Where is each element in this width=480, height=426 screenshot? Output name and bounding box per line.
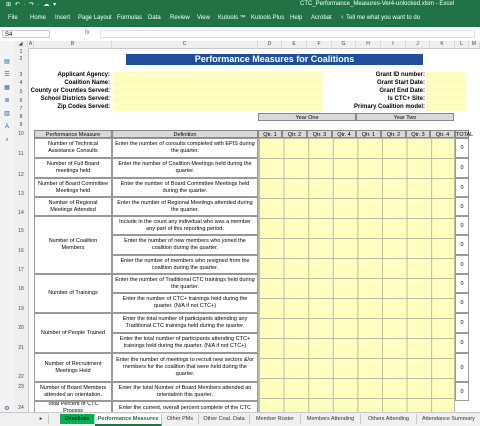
counties-served-field[interactable] (113, 88, 323, 95)
grant-end-field[interactable] (426, 88, 466, 95)
autotext-icon[interactable]: A (4, 124, 9, 130)
label-zip-codes: Zip Codes Served: (57, 104, 110, 110)
measure-cell[interactable]: Number of Board Committee Meetings held (34, 178, 112, 197)
label-grant-end: Grant End Date: (379, 88, 425, 94)
tab-data[interactable]: Data (148, 15, 161, 21)
row-header[interactable]: 1 (19, 49, 23, 55)
total-cell: 0 (455, 158, 469, 178)
row-header[interactable]: 17 (18, 267, 24, 273)
column-header[interactable]: E (282, 41, 307, 48)
tell-me-search[interactable]: ♀ Tell me what you want to do (340, 15, 421, 21)
measure-cell[interactable]: Number of Technical Assistance Consults (34, 138, 112, 158)
definition-column-header: Definition (112, 130, 258, 138)
column-header[interactable]: H (356, 41, 381, 48)
row-header[interactable]: 22 (18, 374, 24, 380)
total-cell: 0 (455, 235, 469, 255)
label-primary-model: Primary Coalition model: (353, 104, 425, 110)
row-header[interactable]: 2 (19, 56, 23, 62)
name-manager-icon[interactable]: ≣ (4, 98, 10, 104)
definition-cell: Enter the current, overall percent complete of the CTC (112, 401, 258, 412)
measure-column-header: Performance Measure (34, 130, 112, 138)
settings-icon[interactable]: ⚙ (4, 406, 10, 412)
tab-file[interactable]: File (8, 15, 18, 21)
tab-formulas[interactable]: Formulas (117, 15, 143, 21)
definition-cell: Enter the total number of participants attending CTC+ trainings held during the quarter. (N/A if not CTC+) (112, 333, 258, 353)
ribbon-tabs (0, 10, 480, 27)
list-icon[interactable]: ☰ (4, 72, 10, 78)
quarter-header: Qtr. 2 (282, 130, 307, 138)
zip-codes-field[interactable] (113, 104, 323, 111)
measure-cell[interactable]: Number of Regional Meetings Attended (34, 197, 112, 216)
column-header[interactable]: G (332, 41, 356, 48)
coalition-name-field[interactable] (113, 80, 323, 87)
tab-page-layout[interactable]: Page Layout (78, 15, 112, 21)
sheet-tab-attendance-summary[interactable]: Attendance Summary (417, 414, 480, 424)
quick-access-toolbar[interactable]: ⊞ ↶ · ↷ · ☁ ▾ (6, 2, 58, 8)
worksheet-grid (28, 48, 480, 412)
measure-cell[interactable]: Number of Full Board meetings held (34, 158, 112, 178)
total-cell: 0 (455, 293, 469, 313)
label-coalition-name: Coalition Name: (64, 80, 110, 86)
quarter-header: Qtr. 4 (332, 130, 356, 138)
year-two-header: Year Two (356, 113, 454, 121)
definition-cell: Enter the number of new members who joined the coalition during the quarter. (112, 235, 258, 255)
definition-cell: Enter the number of Board Committee Meetings held during the quarter. (112, 178, 258, 197)
row-header[interactable]: 3 (19, 72, 23, 78)
total-cell: 0 (455, 382, 469, 401)
row-header[interactable]: 13 (18, 191, 24, 197)
measure-cell[interactable]: Number of Board Members attended an orientation. (34, 382, 112, 401)
title-bar (0, 0, 480, 10)
row-header[interactable]: 18 (18, 286, 24, 292)
row-header[interactable]: 15 (18, 228, 24, 234)
row-header[interactable]: 24 (18, 405, 24, 411)
row-header[interactable]: 12 (18, 172, 24, 178)
tab-home[interactable]: Home (30, 15, 47, 21)
quarter-header: Qtr. 3 (307, 130, 332, 138)
total-cell: 0 (455, 274, 469, 293)
definition-cell: Enter the number of members who resigned from the coalition during the quarter. (112, 255, 258, 274)
definition-cell: Enter the number of Coalition Meetings held during the quarter. (112, 158, 258, 178)
tab-scroll-icon[interactable]: ▸ (34, 414, 49, 424)
sheet-tab-member-roster[interactable]: Member Roster (250, 414, 301, 424)
grant-id-field[interactable] (426, 72, 466, 79)
measure-cell[interactable]: Number of Coalition Members (34, 216, 112, 274)
column-header[interactable]: A (28, 41, 33, 47)
quarter-header: Qtr. 1 (258, 130, 282, 138)
measure-cell[interactable]: Number of Trainings (34, 274, 112, 313)
measure-cell[interactable]: Total Percent of CTC Process (34, 401, 112, 412)
column-header[interactable]: L (455, 41, 469, 48)
sheet-tab-other-pms[interactable]: Other PMs (162, 414, 199, 424)
year-one-header: Year One (258, 113, 356, 121)
tab-kutools-plus[interactable]: Kutools Plus (251, 15, 285, 21)
label-grant-id: Grant ID number: (375, 72, 425, 78)
column-header[interactable]: C (112, 41, 258, 48)
definition-cell: Enter the number of meetings to recruit new sectors &/or members for the coalition that were held during the quarter. (112, 353, 258, 382)
definition-cell: Enter the number of consults completed with EPIS during the quarter. (112, 138, 258, 158)
corner-select-all[interactable]: ◢ (14, 41, 28, 48)
grant-start-field[interactable] (426, 80, 466, 87)
column-header[interactable]: I (381, 41, 406, 48)
row-header[interactable]: 14 (18, 210, 24, 216)
label-grant-start: Grant Start Date: (376, 80, 425, 86)
row-header[interactable]: 11 (18, 151, 24, 157)
row-header[interactable]: 6 (19, 98, 23, 104)
row-header[interactable]: 7 (19, 106, 23, 112)
sheet-tab-performance-measures[interactable]: Performance Measures (95, 414, 162, 426)
total-cell: 0 (455, 138, 469, 158)
sheet-tab-members-attending[interactable]: Members Attending (301, 414, 361, 424)
row-header[interactable]: 10 (18, 131, 24, 137)
kutools-nav-icon[interactable]: ▤ (4, 59, 10, 65)
column-header[interactable]: J (406, 41, 430, 48)
find-replace-icon[interactable]: ⌕ (5, 137, 9, 143)
row-header[interactable]: 8 (19, 114, 23, 120)
total-column-header: TOTAL (456, 132, 474, 138)
sheet-tab-other-coal-data[interactable]: Other Coal. Data (199, 414, 250, 424)
window-title: CTC_Performance_Measures-Ver4-unlocked.xlsm - Excel (300, 1, 455, 7)
primary-model-field[interactable] (426, 104, 466, 111)
definition-cell: Enter the number of Traditional CTC trainings held during the quarter. (112, 274, 258, 293)
row-header[interactable]: 23 (18, 384, 24, 390)
definition-cell: Enter the total Number of Board Members attended an orientation this quarter. (112, 382, 258, 401)
label-counties-served: County or Counties Served: (30, 88, 110, 94)
definition-cell: Enter the number of Regional Meetings attended during the quarter. (112, 197, 258, 216)
total-cell: 0 (455, 216, 469, 235)
measure-cell[interactable]: Number of Recruitment Meetings Held (34, 353, 112, 382)
total-cell: 0 (455, 197, 469, 216)
quarter-header: Qtr. 1 (356, 130, 381, 138)
row-header[interactable]: 9 (19, 122, 23, 128)
sheet-tab-bar (0, 412, 480, 426)
formula-bar (0, 27, 480, 42)
definition-cell: Include in the count any individual who was a member any part of this reporting period. (112, 216, 258, 235)
tab-view[interactable]: View (197, 15, 210, 21)
total-cell: 0 (455, 353, 469, 382)
school-districts-field[interactable] (113, 96, 323, 103)
column-list-icon[interactable]: ▥ (4, 111, 10, 117)
total-cell: 0 (455, 333, 469, 353)
sheet-icon[interactable]: ▦ (4, 85, 10, 91)
quarter-header: Qtr. 2 (381, 130, 406, 138)
definition-cell: Enter the total number of participants attending any Traditional CTC trainings held during the quarter. (112, 313, 258, 333)
name-box[interactable]: S4 (2, 30, 50, 38)
sheet-title: Performance Measures for Coalitions (126, 54, 423, 65)
definition-cell: Enter the number of CTC+ trainings held during the quarter. (N/A if not CTC+) (112, 293, 258, 313)
ctc-site-field[interactable] (426, 96, 466, 103)
sheet-tab-directions[interactable]: Directions (60, 414, 95, 424)
tab-review[interactable]: Review (170, 15, 190, 21)
label-school-districts: School Districts Served: (40, 96, 110, 102)
row-headers (14, 48, 29, 412)
row-header[interactable]: 5 (19, 89, 23, 95)
row-header[interactable]: 4 (19, 80, 23, 86)
total-cell: 0 (455, 178, 469, 197)
column-header[interactable]: M (469, 41, 480, 48)
sheet-tab-others-attending[interactable]: Others Attending (361, 414, 417, 424)
tab-kutools[interactable]: Kutools ™ (218, 15, 246, 21)
label-ctc-site: Is CTC+ Site: (387, 96, 425, 102)
total-cell: 0 (455, 313, 469, 333)
applicant-agency-field[interactable] (113, 72, 323, 79)
column-header[interactable]: B (34, 41, 112, 48)
left-sidebar (0, 41, 15, 425)
tab-help[interactable]: Help (290, 15, 303, 21)
tab-acrobat[interactable]: Acrobat (311, 15, 332, 21)
measure-cell[interactable]: Number of People Trained (34, 313, 112, 353)
column-header[interactable]: D (258, 41, 282, 48)
formula-input[interactable] (100, 30, 475, 38)
column-header[interactable]: F (307, 41, 332, 48)
total-cell: 0 (455, 255, 469, 274)
row-header[interactable]: 19 (18, 306, 24, 312)
label-applicant-agency: Applicant Agency: (57, 72, 110, 78)
row-header[interactable]: 21 (18, 345, 24, 351)
row-header[interactable]: 16 (18, 248, 24, 254)
fx-icon[interactable]: fx (85, 30, 90, 36)
tab-insert[interactable]: Insert (55, 15, 71, 21)
column-header[interactable]: K (430, 41, 455, 48)
row-header[interactable]: 20 (18, 325, 24, 331)
quarter-header: Qtr. 4 (430, 130, 455, 138)
quarterly-entry-cells[interactable] (258, 138, 455, 412)
quarter-header: Qtr. 3 (406, 130, 430, 138)
